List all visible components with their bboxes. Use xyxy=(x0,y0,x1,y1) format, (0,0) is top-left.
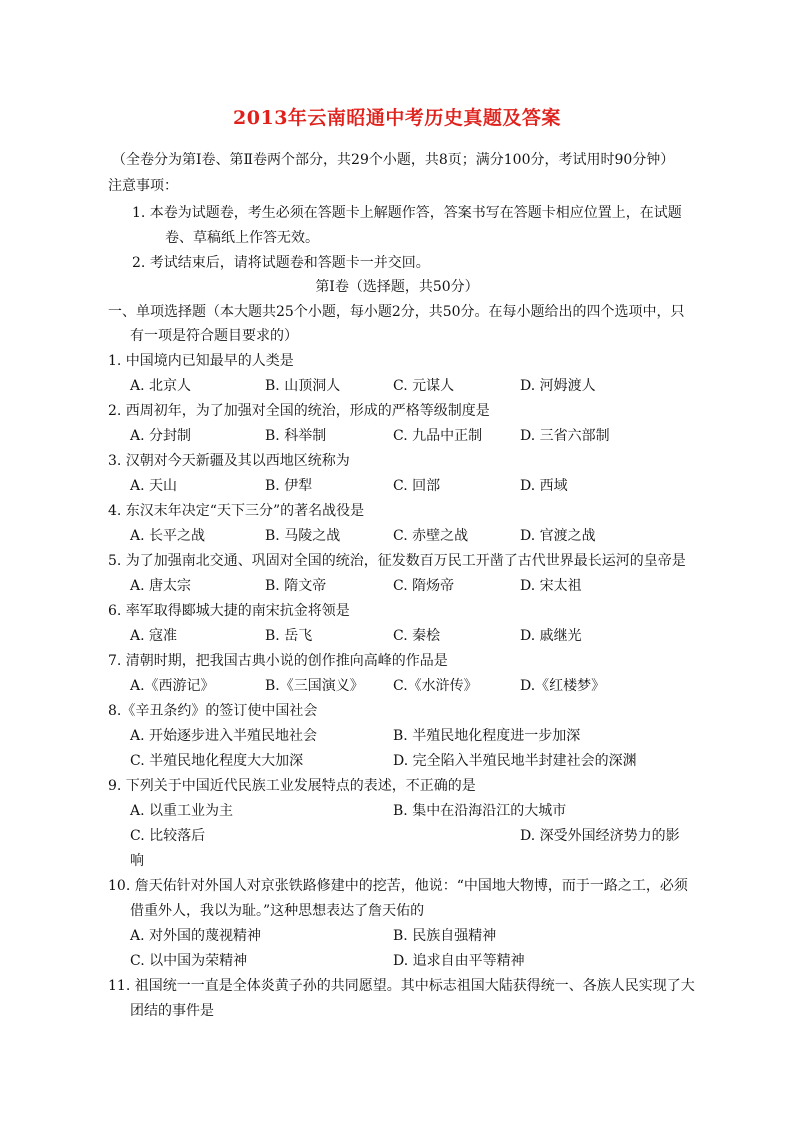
question-10-option-c: C. 以中国为荣精神 xyxy=(130,953,248,969)
question-1-option-d: D. 河姆渡人 xyxy=(520,378,596,394)
question-11-line-2: 团结的事件是 xyxy=(130,1003,214,1019)
question-9-option-d: D. 深受外国经济势力的影 xyxy=(520,828,680,844)
notice-1-line-1: 1. 本卷为试题卷，考生必须在答题卡上解题作答，答案书写在答题卡相应位置上，在试题 xyxy=(132,205,682,221)
question-2-option-d: D. 三省六部制 xyxy=(520,428,610,444)
question-4-option-b: B. 马陵之战 xyxy=(265,528,341,544)
notice-1-line-2: 卷、草稿纸上作答无效。 xyxy=(165,230,319,246)
question-8-option-b: B. 半殖民地化程度进一步加深 xyxy=(393,728,581,744)
question-6: 6. 率军取得郾城大捷的南宋抗金将领是 xyxy=(108,603,350,619)
question-1-option-c: C. 元谋人 xyxy=(393,378,455,394)
question-2: 2. 西周初年，为了加强对全国的统治，形成的严格等级制度是 xyxy=(108,403,490,419)
question-4-option-a: A. 长平之战 xyxy=(130,528,206,544)
question-6-option-a: A. 寇准 xyxy=(130,628,178,644)
notice-heading: 注意事项： xyxy=(108,178,178,194)
part-heading-line-1: 一、单项选择题（本大题共25个小题，每小题2分，共50分。在每小题给出的四个选项中，只 xyxy=(108,304,685,320)
question-4-option-c: C. 赤壁之战 xyxy=(393,528,469,544)
question-3-option-b: B. 伊犁 xyxy=(265,478,313,494)
question-3: 3. 汉朝对今天新疆及其以西地区统称为 xyxy=(108,453,350,469)
question-5-option-d: D. 宋太祖 xyxy=(520,578,582,594)
question-10-line-2: 借重外人，我以为耻。”这种思想表达了詹天佑的 xyxy=(130,903,425,919)
question-9-option-d-wrap: 响 xyxy=(130,853,144,869)
question-11-line-1: 11. 祖国统一一直是全体炎黄子孙的共同愿望。其中标志祖国大陆获得统一、各族人民实现了大 xyxy=(108,978,695,994)
section-title: 第Ⅰ卷（选择题，共50分） xyxy=(315,279,479,295)
question-2-option-c: C. 九品中正制 xyxy=(393,428,483,444)
question-4: 4. 东汉末年决定“天下三分”的著名战役是 xyxy=(108,503,365,519)
part-heading-line-2: 有一项是符合题目要求的） xyxy=(130,328,298,344)
question-3-option-c: C. 回部 xyxy=(393,478,441,494)
question-8-option-a: A. 开始逐步进入半殖民地社会 xyxy=(130,728,318,744)
question-7: 7. 清朝时期，把我国古典小说的创作推向高峰的作品是 xyxy=(108,653,448,669)
question-9: 9. 下列关于中国近代民族工业发展特点的表述，不正确的是 xyxy=(108,778,476,794)
question-8-option-c: C. 半殖民地化程度大大加深 xyxy=(130,753,304,769)
question-1: 1. 中国境内已知最早的人类是 xyxy=(108,353,294,369)
question-4-option-d: D. 官渡之战 xyxy=(520,528,596,544)
question-5-option-a: A. 唐太宗 xyxy=(130,578,192,594)
question-7-option-d: D.《红楼梦》 xyxy=(520,678,606,694)
question-5: 5. 为了加强南北交通、巩固对全国的统治，征发数百万民工开凿了古代世界最长运河的皇帝是 xyxy=(108,553,686,569)
question-6-option-c: C. 秦桧 xyxy=(393,628,441,644)
question-10-line-1: 10. 詹天佑针对外国人对京张铁路修建中的挖苦，他说：“中国地大物博，而于一路之工，必须 xyxy=(108,878,688,894)
question-5-option-b: B. 隋文帝 xyxy=(265,578,327,594)
page-title: 2013年云南昭通中考历史真题及答案 xyxy=(233,107,561,129)
question-9-option-a: A. 以重工业为主 xyxy=(130,803,234,819)
question-6-option-b: B. 岳飞 xyxy=(265,628,313,644)
question-3-option-a: A. 天山 xyxy=(130,478,178,494)
exam-intro: （全卷分为第Ⅰ卷、第Ⅱ卷两个部分，共29个小题，共8页；满分100分，考试用时90分钟） xyxy=(112,152,675,168)
question-2-option-b: B. 科举制 xyxy=(265,428,327,444)
question-10-option-d: D. 追求自由平等精神 xyxy=(393,953,525,969)
question-1-option-b: B. 山顶洞人 xyxy=(265,378,341,394)
question-8: 8.《辛丑条约》的签订使中国社会 xyxy=(108,703,318,719)
question-10-option-b: B. 民族自强精神 xyxy=(393,928,497,944)
question-2-option-a: A. 分封制 xyxy=(130,428,192,444)
question-1-option-a: A. 北京人 xyxy=(130,378,192,394)
notice-2: 2. 考试结束后，请将试题卷和答题卡一并交回。 xyxy=(132,255,430,271)
question-3-option-d: D. 西域 xyxy=(520,478,568,494)
question-7-option-a: A.《西游记》 xyxy=(130,678,215,694)
question-8-option-d: D. 完全陷入半殖民地半封建社会的深渊 xyxy=(393,753,637,769)
question-6-option-d: D. 戚继光 xyxy=(520,628,582,644)
question-10-option-a: A. 对外国的蔑视精神 xyxy=(130,928,262,944)
question-5-option-c: C. 隋炀帝 xyxy=(393,578,455,594)
question-9-option-c: C. 比较落后 xyxy=(130,828,206,844)
question-7-option-c: C.《水浒传》 xyxy=(393,678,478,694)
question-9-option-b: B. 集中在沿海沿江的大城市 xyxy=(393,803,567,819)
question-7-option-b: B.《三国演义》 xyxy=(265,678,364,694)
